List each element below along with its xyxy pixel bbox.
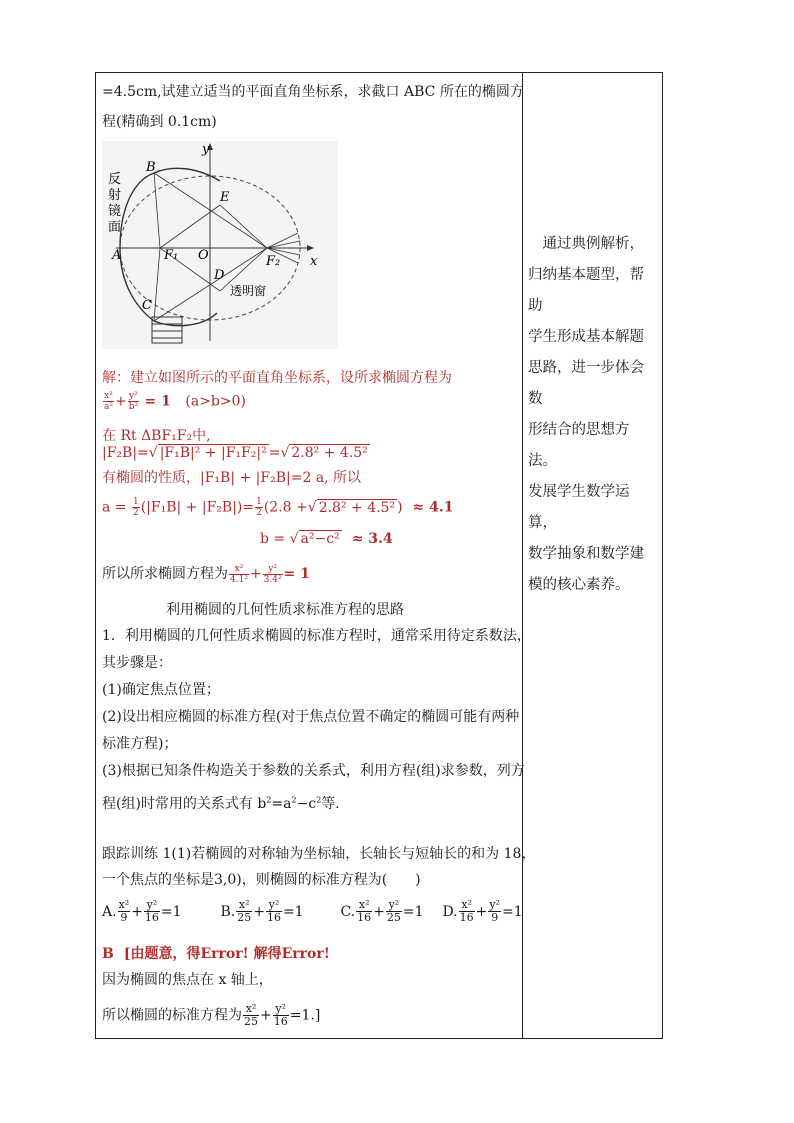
label-O: O xyxy=(198,248,209,263)
answer-letter: B xyxy=(102,946,114,962)
solution-property: 有椭圆的性质，|F₁B| + |F₂B|=2 a, 所以 xyxy=(102,470,362,486)
plus-sign: + xyxy=(249,566,262,582)
frac-num: x² xyxy=(356,899,372,912)
method-p1b: 其步骤是： xyxy=(102,655,172,671)
solution-eq xyxy=(102,391,246,412)
frac-num: y² xyxy=(263,564,283,575)
eq-one: =1 xyxy=(402,903,424,920)
side-line: 归纳基本题型，帮助 xyxy=(528,267,644,314)
frac-den: 25 xyxy=(237,911,252,924)
exercise-q1: 跟踪训练 1(1)若椭圆的对称轴为坐标轴，长轴长与短轴长的和为 18， xyxy=(102,846,536,862)
frac-den: 9 xyxy=(120,911,128,924)
frac-den: a² xyxy=(104,402,113,412)
frac-den: 9 xyxy=(491,911,499,924)
label-D: D xyxy=(214,268,225,283)
frac-num: x² xyxy=(118,898,130,911)
ellipse-lamp-figure xyxy=(102,141,338,349)
frac-num: x² xyxy=(459,899,475,912)
option-C-label: C. xyxy=(340,903,356,920)
option-A-label: A. xyxy=(102,903,117,920)
exercise-options xyxy=(102,899,523,924)
a-close: ) xyxy=(397,499,403,516)
method-step1: (1)确定焦点位置； xyxy=(102,682,220,698)
final-prefix: 所以椭圆的标准方程为 xyxy=(102,1007,242,1024)
result-eq: = 1 xyxy=(283,566,310,582)
side-line: 思路，进一步体会数 xyxy=(528,360,644,407)
method-step2b: 标准方程)； xyxy=(102,736,178,752)
f2b-val: 2.8² + 4.5² xyxy=(291,445,368,461)
side-line: 数学抽象和数学建 xyxy=(528,546,644,562)
f2b-eq: = xyxy=(268,445,281,461)
label-F1: F₁ xyxy=(164,248,179,263)
frac-den: 25 xyxy=(386,911,401,924)
option-B-label: B. xyxy=(220,903,236,920)
label-mian: 面 xyxy=(108,220,122,235)
problem-line-1: =4.5cm,试建立适当的平面直角坐标系，求截口 ABC 所在的椭圆方 xyxy=(102,84,524,100)
column-divider xyxy=(522,73,523,1038)
frac-den: 2 xyxy=(256,508,262,518)
frac-den: 2 xyxy=(132,508,139,518)
solution-result xyxy=(102,563,310,585)
solution-f2b: |F₂B|=√ |F₁B|² + |F₁F₂|² =√ 2.8² + 4.5² xyxy=(102,445,368,461)
frac-num: y² xyxy=(266,899,282,912)
problem-line-2: 程(精确到 0.1cm) xyxy=(102,114,217,130)
frac-den: 16 xyxy=(459,911,474,924)
method-step2a: (2)设出相应椭圆的标准方程(对于焦点位置不确定的椭圆可能有两种 xyxy=(102,709,520,725)
frac-num: x² xyxy=(243,1003,259,1016)
frac-num: x² xyxy=(104,391,113,401)
eq-one: =1 xyxy=(282,903,304,920)
plus-sign: + xyxy=(114,393,127,410)
b-label: b = xyxy=(260,531,286,547)
result-prefix: 所以所求椭圆方程为 xyxy=(102,566,228,582)
frac-den: 3.4² xyxy=(263,574,282,585)
label-jing: 镜 xyxy=(108,204,122,219)
label-she: 射 xyxy=(108,188,122,203)
label-C: C xyxy=(142,298,152,313)
method-title: 利用椭圆的几何性质求标准方程的思路 xyxy=(166,602,404,618)
side-line: 通过典例解析， xyxy=(528,236,644,252)
eq-one: = 1 xyxy=(144,393,171,410)
frac-num: x² xyxy=(236,899,252,912)
a-approx: ≈ 4.1 xyxy=(412,499,454,516)
exercise-q2: 一个焦点的坐标是3,0)，则椭圆的标准方程为( ) xyxy=(102,872,421,888)
exercise-reason: 因为椭圆的焦点在 x 轴上， xyxy=(102,972,273,988)
frac-den: 16 xyxy=(144,911,159,924)
method-step3b xyxy=(102,793,349,813)
content-table xyxy=(95,72,663,1039)
b-root: a²−c² xyxy=(300,531,340,547)
frac-num: y² xyxy=(129,391,138,401)
a-inner: (2.8 + xyxy=(263,499,308,516)
plus-sign: + xyxy=(260,1007,272,1024)
label-y: y xyxy=(202,142,210,157)
s3d: −c xyxy=(296,796,317,812)
label-fan: 反 xyxy=(108,172,122,187)
plus-sign: + xyxy=(373,903,385,920)
frac-num: y² xyxy=(489,898,500,911)
frac-den: 16 xyxy=(266,911,281,924)
frac-num: x² xyxy=(229,564,249,575)
a-root: 2.8² + 4.5² xyxy=(318,499,396,516)
label-A: A xyxy=(112,248,122,263)
a-mid: (|F₁B| + |F₂B|)= xyxy=(140,499,255,516)
side-column-notes xyxy=(528,229,658,601)
frac-num: y² xyxy=(144,899,160,912)
s3c: =a xyxy=(271,796,292,812)
frac-num: 1 xyxy=(132,497,139,507)
side-line: 形结合的思想方法。 xyxy=(528,422,630,469)
option-D xyxy=(442,898,523,924)
label-B: B xyxy=(146,160,156,175)
side-line: 发展学生数学运算， xyxy=(528,484,630,531)
label-window: 透明窗 xyxy=(230,284,267,298)
frac-den: 16 xyxy=(273,1015,288,1028)
eq-one: =1 xyxy=(502,903,523,920)
a-label: a = xyxy=(102,499,127,516)
sup-2: 2 xyxy=(316,795,322,805)
plus-sign: + xyxy=(131,903,143,920)
option-B xyxy=(220,898,304,924)
solution-b: b = √ a²−c² ≈ 3.4 xyxy=(260,531,393,547)
frac-num: y² xyxy=(386,899,402,912)
side-line: 学生形成基本解题 xyxy=(528,329,644,345)
plus-sign: + xyxy=(253,903,265,920)
option-D-label: D. xyxy=(442,903,458,920)
s3e: 等． xyxy=(321,796,350,812)
s3b: 程(组)时常用的关系式有 b xyxy=(102,796,267,812)
f2b-root: |F₁B|² + |F₁F₂|² xyxy=(159,445,267,461)
frac-num: y² xyxy=(273,1003,289,1016)
option-A xyxy=(102,898,182,924)
method-p1a: 1．利用椭圆的几何性质求椭圆的标准方程时，通常采用待定系数法， xyxy=(102,628,531,644)
option-C xyxy=(340,898,424,924)
exercise-answer xyxy=(102,943,330,963)
sup-2: 2 xyxy=(266,795,272,805)
final-suffix: =1.] xyxy=(289,1007,321,1024)
exercise-final xyxy=(102,1003,320,1028)
f2b-label: |F₂B|= xyxy=(102,445,149,461)
frac-den: 4.1² xyxy=(230,574,248,585)
label-E: E xyxy=(220,190,230,205)
label-F2: F₂ xyxy=(266,254,281,269)
answer-text: [由题意，得Error! 解得Error! xyxy=(123,946,330,962)
frac-num: 1 xyxy=(256,497,262,507)
solution-a: a = $\frac{1}{2}$ (|F₁B| + |F₂B|)= $\frac{1}{2}$ (2.8 +√ 2.8² + 4.5² ) ≈ 4.1 xyxy=(102,497,454,518)
label-x: x xyxy=(310,254,318,269)
method-step3a: (3)根据已知条件构造关于参数的关系式，利用方程(组)求参数，列方 xyxy=(102,763,525,779)
frac-den: 25 xyxy=(244,1015,258,1028)
b-approx: ≈ 3.4 xyxy=(351,531,393,547)
sup-2: 2 xyxy=(291,795,297,805)
eq-one: =1 xyxy=(160,903,182,920)
solution-rt: 在 Rt ΔBF₁F₂中, xyxy=(102,428,211,444)
eq-condition: (a>b>0) xyxy=(185,393,246,410)
frac-den: b² xyxy=(128,402,139,412)
plus-sign: + xyxy=(475,903,488,920)
side-line: 模的核心素养。 xyxy=(528,577,630,593)
solution-intro: 解：建立如图所示的平面直角坐标系，设所求椭圆方程为 xyxy=(102,370,452,386)
frac-den: 16 xyxy=(357,911,372,924)
